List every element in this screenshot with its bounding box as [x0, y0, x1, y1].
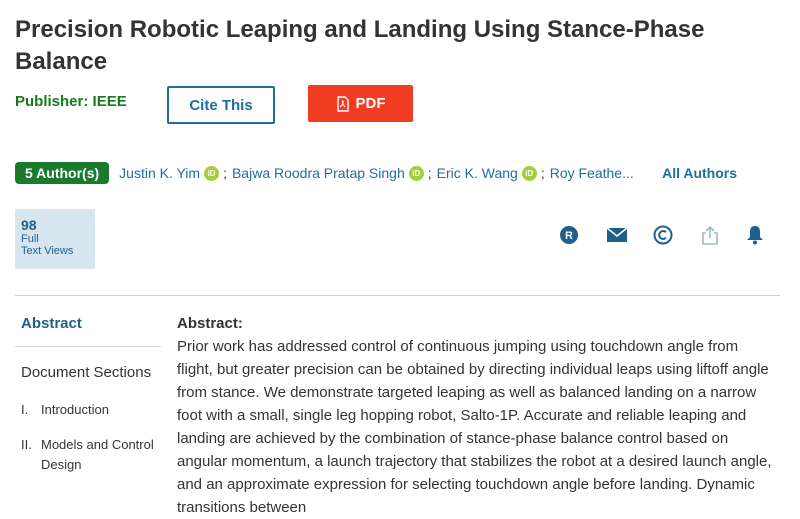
share-icon[interactable] [699, 224, 721, 246]
email-icon[interactable] [606, 224, 628, 246]
author-link[interactable]: Justin K. Yim [119, 165, 201, 181]
orcid-icon[interactable]: iD [409, 166, 424, 181]
rights-icon[interactable] [558, 224, 580, 246]
orcid-icon[interactable]: iD [204, 166, 219, 181]
publisher-label: Publisher: [15, 93, 89, 110]
author-link[interactable]: Bajwa Roodra Pratap Singh [231, 165, 405, 181]
orcid-icon[interactable]: iD [522, 166, 537, 181]
author-link[interactable]: Eric K. Wang [436, 165, 518, 181]
authors-row [15, 161, 775, 185]
pdf-button[interactable] [308, 85, 413, 122]
pdf-button-label: PDF [355, 95, 386, 112]
nav-item-label: Introduction [41, 402, 109, 417]
pdf-icon [336, 96, 350, 112]
publisher-name[interactable]: IEEE [92, 93, 127, 110]
views-label-line2: Text Views [21, 245, 74, 257]
nav-item-number: I. [21, 402, 29, 417]
full-text-views-metric[interactable] [15, 209, 95, 269]
views-label-line1: Full [21, 233, 39, 245]
nav-document-sections-heading: Document Sections [21, 364, 152, 381]
author-separator: ; [427, 165, 432, 181]
section-divider [15, 295, 780, 296]
alert-bell-icon[interactable] [744, 224, 766, 246]
author-link[interactable]: Roy Feathe... [549, 165, 634, 181]
author-separator: ; [223, 165, 227, 181]
nav-item-number: II. [21, 437, 32, 452]
abstract-section [177, 314, 777, 519]
views-count: 98 [21, 217, 37, 233]
nav-abstract[interactable]: Abstract [15, 306, 161, 347]
document-nav [15, 306, 161, 475]
page-title: Precision Robotic Leaping and Landing Using Stance-Phase Balance [15, 16, 705, 75]
nav-item-models-and-control-design[interactable] [15, 435, 161, 475]
publisher-info [15, 93, 127, 110]
abstract-text: Prior work has addressed control of continuous jumping using touchdown angle from flight, but greater precision can be obtained by directing individual leaps using liftoff angle from stance. We demonstrate targeted leaping as well as balanced landing on a narrow foot with a small, single leg hopping robot, Salto-1P. Accurate and reliable leaping and landing are achieved by the combination of stance-phase balance control based on angular momentum, a launch trajectory that stabilizes the robot at a desired launch angle, and an approximate expression for selecting touchdown angle before landing. Dynamic transitions between [177, 338, 772, 516]
nav-item-label: Models and Control Design [41, 437, 154, 472]
nav-item-introduction[interactable] [15, 400, 161, 420]
copyright-icon[interactable] [652, 224, 674, 246]
all-authors-link[interactable]: All Authors [662, 165, 737, 181]
abstract-heading: Abstract: [177, 315, 243, 332]
author-count-badge[interactable]: 5 Author(s) [15, 162, 109, 184]
svg-text:R: R [565, 230, 573, 242]
cite-this-button[interactable]: Cite This [167, 86, 275, 124]
author-separator: ; [540, 165, 545, 181]
